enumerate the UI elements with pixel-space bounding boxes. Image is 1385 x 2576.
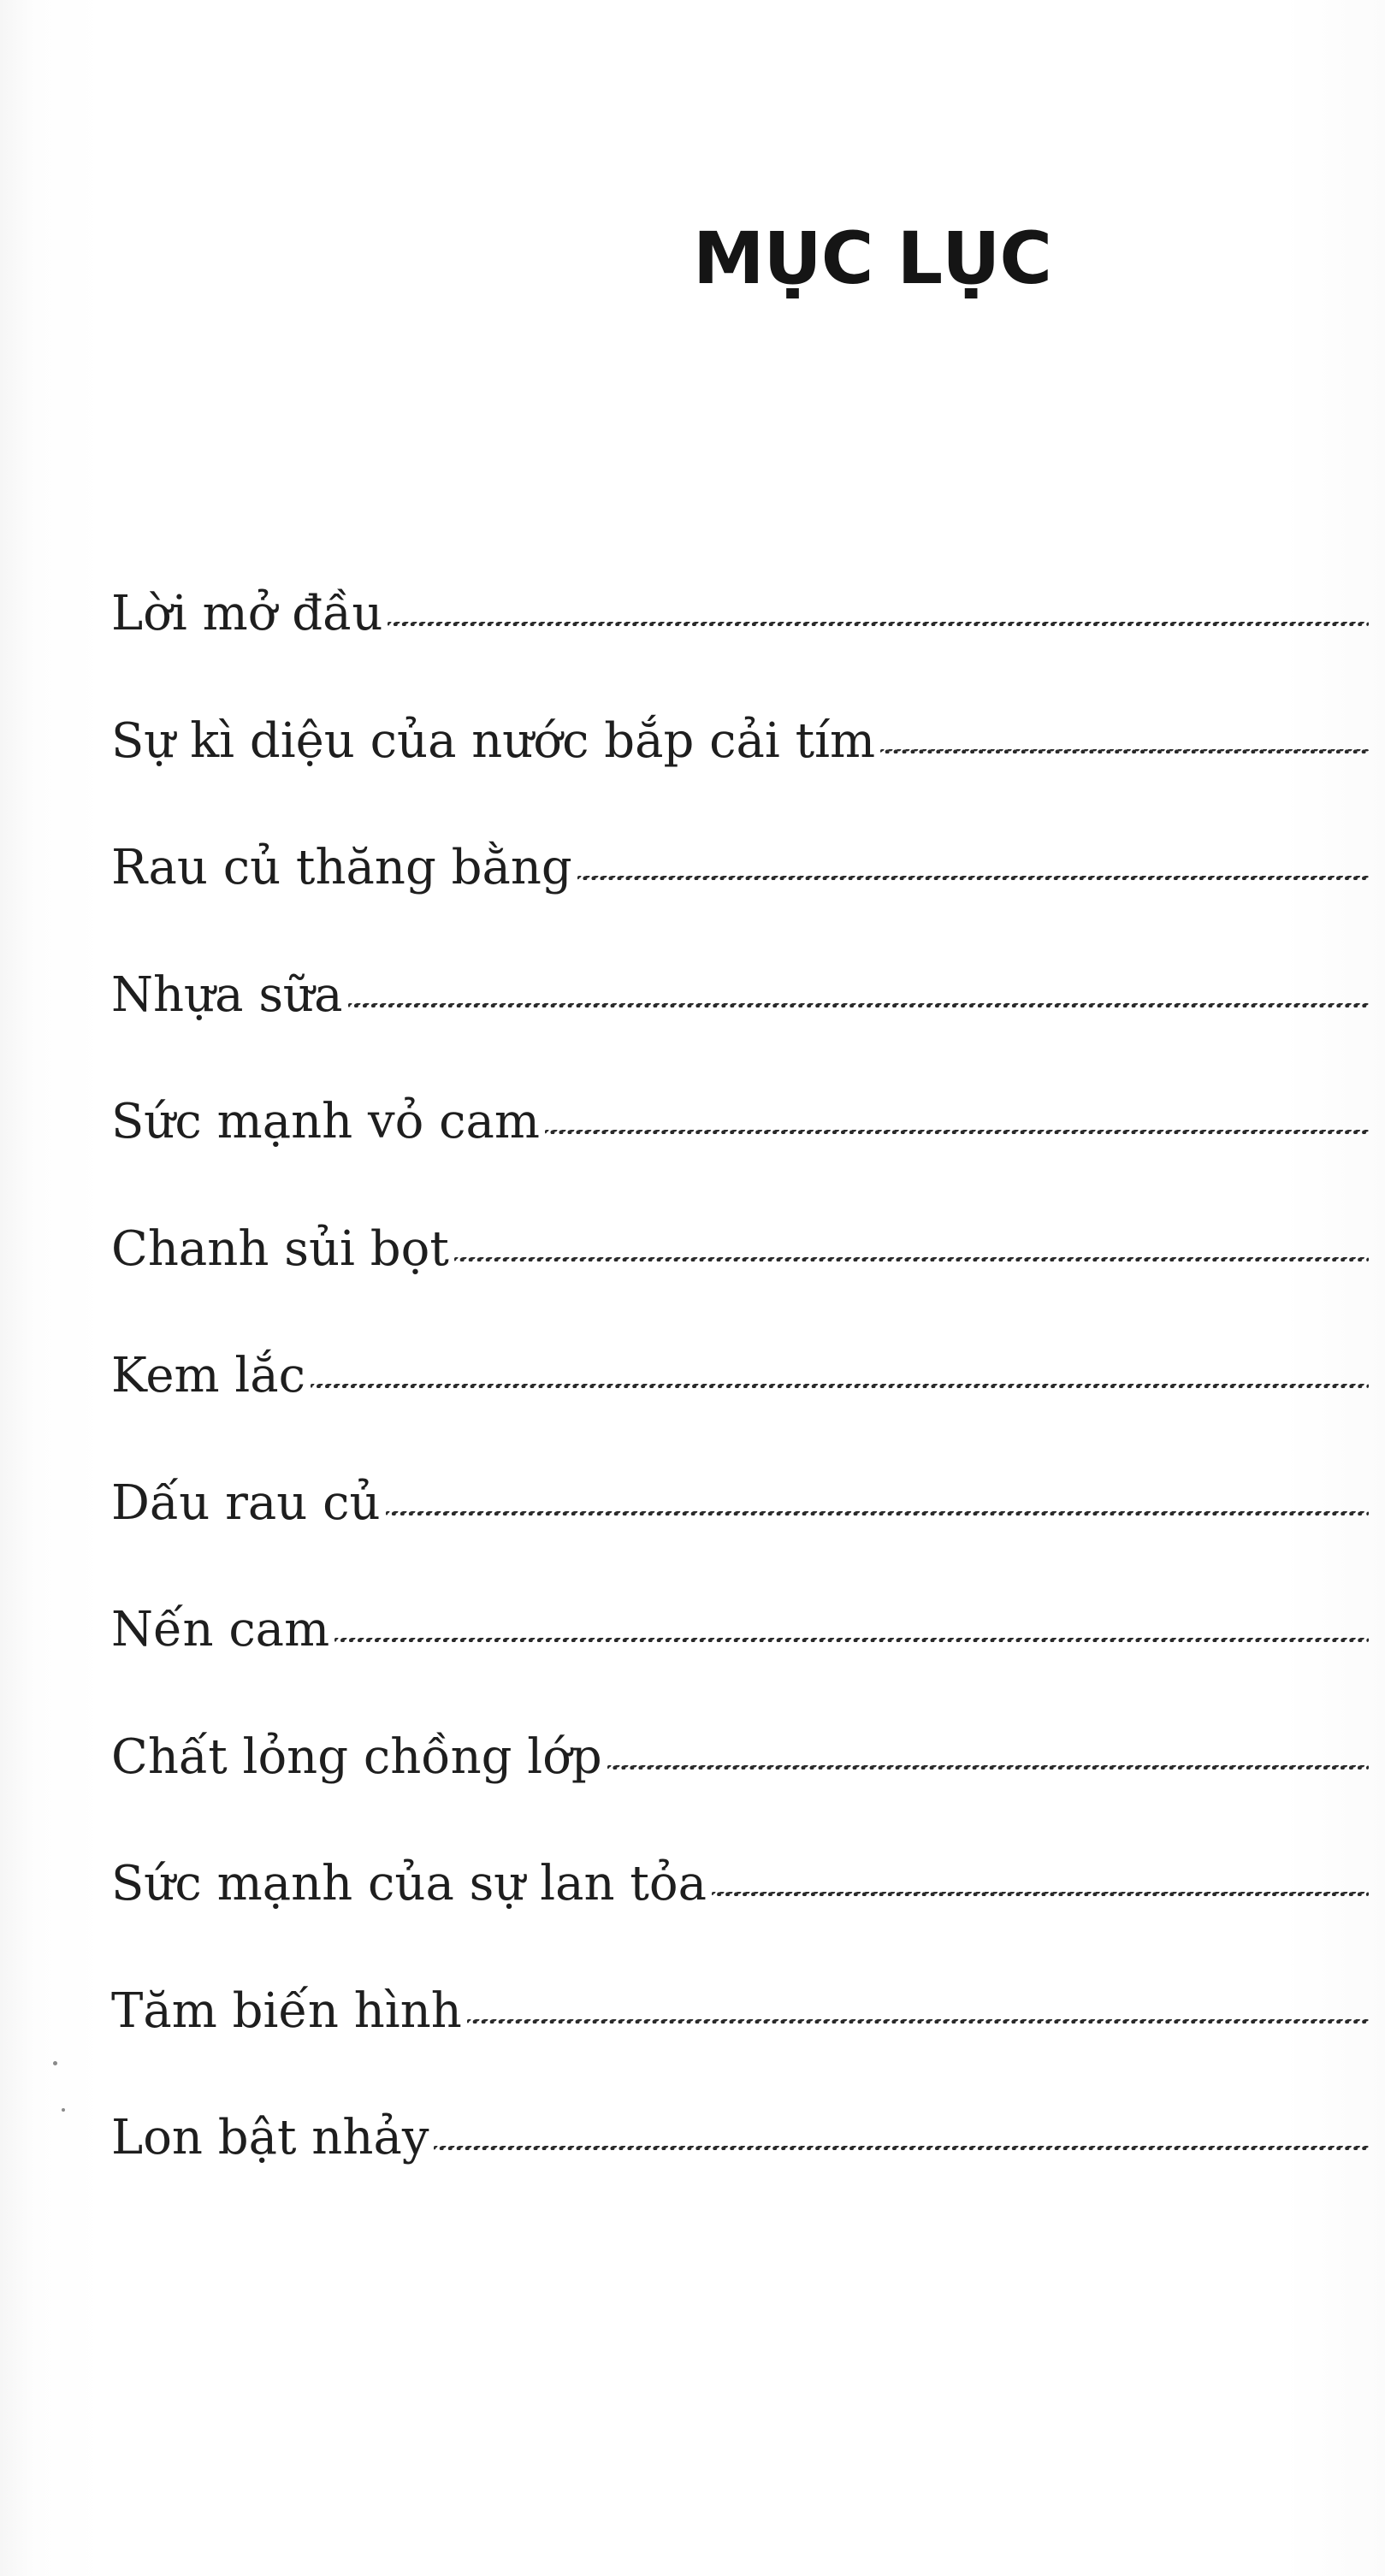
toc-entry-label: Sức mạnh vỏ cam bbox=[111, 1094, 541, 1149]
dot-leader bbox=[348, 1003, 1369, 1007]
dot-leader bbox=[880, 749, 1369, 753]
toc-entry bbox=[111, 1728, 1369, 1861]
toc-entry bbox=[111, 1474, 1369, 1607]
page-title: MỤC LỤC bbox=[692, 216, 1052, 300]
toc-entry-label: Nến cam bbox=[111, 1602, 330, 1657]
dot-leader bbox=[311, 1384, 1369, 1388]
toc-entry-label: Nhựa sữa bbox=[111, 966, 343, 1023]
dot-leader bbox=[334, 1638, 1369, 1642]
toc-entry bbox=[111, 1856, 1369, 1988]
dot-leader bbox=[607, 1765, 1369, 1770]
toc-entry bbox=[111, 1094, 1369, 1226]
toc-entry bbox=[111, 586, 1369, 718]
toc-entry bbox=[111, 1602, 1369, 1734]
toc-entry bbox=[111, 1348, 1369, 1480]
toc-entry bbox=[111, 840, 1369, 972]
toc-entry bbox=[111, 2110, 1369, 2242]
toc-entry-label: Dấu rau củ bbox=[111, 1474, 381, 1531]
toc-entry-label: Sức mạnh của sự lan tỏa bbox=[111, 1856, 707, 1911]
print-speck bbox=[62, 2108, 65, 2112]
toc-entry-label: Sự kì diệu của nước bắp cải tím bbox=[111, 712, 876, 769]
dot-leader bbox=[434, 2146, 1369, 2150]
table-of-contents bbox=[111, 586, 1369, 2242]
dot-leader bbox=[577, 876, 1369, 880]
toc-entry-label: Lon bật nhảy bbox=[111, 2110, 429, 2165]
toc-entry-label: Chanh sủi bọt bbox=[111, 1220, 449, 1277]
dot-leader bbox=[454, 1257, 1369, 1261]
toc-entry-label: Rau củ thăng bằng bbox=[111, 840, 572, 895]
print-speck bbox=[53, 2061, 57, 2065]
toc-entry-label: Chất lỏng chồng lớp bbox=[111, 1728, 602, 1785]
toc-entry-label: Kem lắc bbox=[111, 1348, 306, 1403]
toc-entry-label: Tăm biến hình bbox=[111, 1982, 462, 2039]
toc-entry bbox=[111, 966, 1369, 1099]
dot-leader bbox=[712, 1892, 1369, 1896]
dot-leader bbox=[386, 1511, 1369, 1515]
dot-leader bbox=[388, 622, 1369, 626]
toc-entry bbox=[111, 1982, 1369, 2115]
toc-entry bbox=[111, 1220, 1369, 1353]
dot-leader bbox=[545, 1130, 1369, 1134]
toc-entry-label: Lời mở đầu bbox=[111, 586, 383, 641]
toc-entry bbox=[111, 712, 1369, 845]
dot-leader bbox=[467, 2019, 1369, 2024]
